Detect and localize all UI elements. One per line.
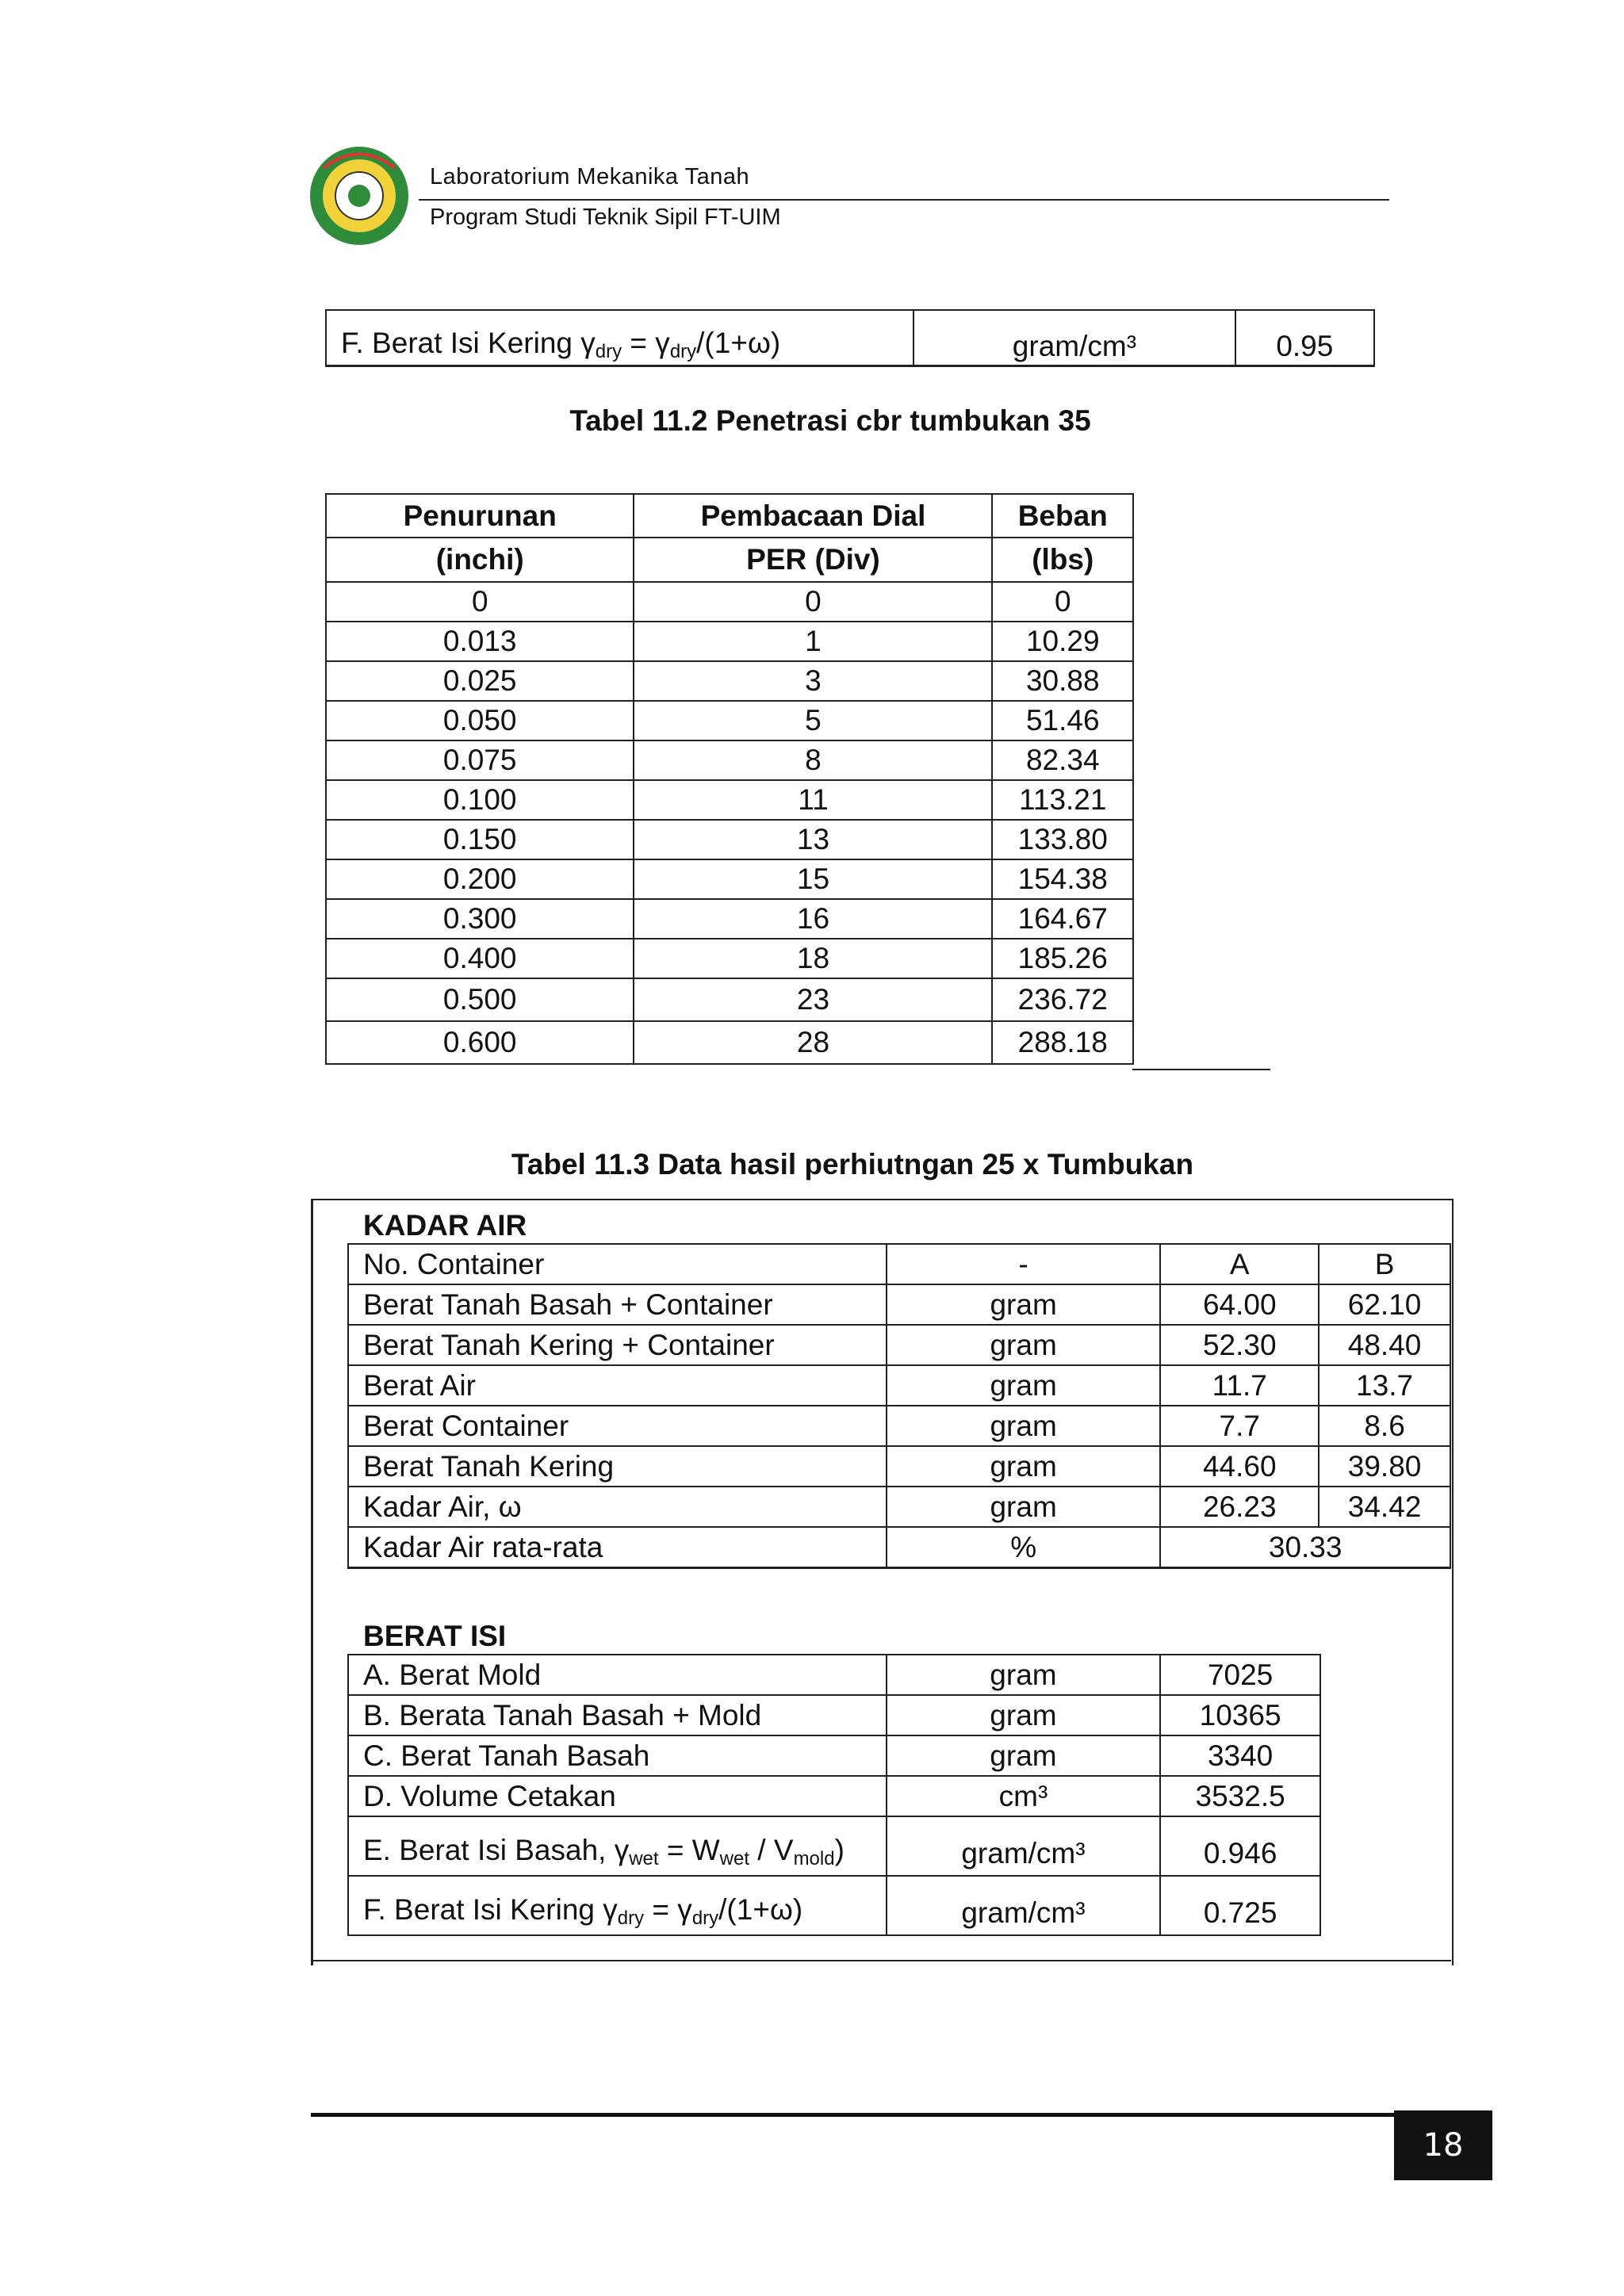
- table-cell: gram: [887, 1735, 1161, 1776]
- kadar-air-table: [347, 1243, 1451, 1569]
- col-header: Penurunan: [326, 494, 634, 538]
- table-cell: gram: [887, 1406, 1160, 1446]
- table-cell: 51.46: [992, 701, 1133, 740]
- table-row: [326, 978, 1133, 1021]
- table-cell: 44.60: [1160, 1446, 1319, 1487]
- table-row: [326, 859, 1133, 899]
- table-cell: cm³: [887, 1776, 1161, 1816]
- table-cell: 185.26: [992, 939, 1133, 978]
- table-row: [348, 1284, 1450, 1325]
- col-header: Beban: [992, 494, 1133, 538]
- table-cell: Berat Tanah Kering + Container: [348, 1325, 887, 1365]
- col-subheader: (inchi): [326, 538, 634, 582]
- table-cell: 0.050: [326, 701, 634, 740]
- table-cell: B: [1319, 1244, 1450, 1284]
- table-cell: B. Berata Tanah Basah + Mold: [348, 1695, 887, 1735]
- table-cell: Kadar Air rata-rata: [348, 1527, 887, 1568]
- underline-stub: [1132, 1069, 1270, 1070]
- formula-label: F. Berat Isi Kering $\gamma_{dry} = \gamma_{dry}/(1+\omega)$: [348, 1876, 887, 1935]
- table-cell: gram: [887, 1487, 1160, 1527]
- footer-divider: [311, 2113, 1396, 2117]
- table-cell: 10.29: [992, 622, 1133, 661]
- kadar-air-title: KADAR AIR: [363, 1209, 527, 1242]
- table-cell: 13: [634, 820, 992, 859]
- table-cell: 154.38: [992, 859, 1133, 899]
- table-cell: 7025: [1160, 1655, 1320, 1695]
- table-row: [348, 1655, 1320, 1695]
- table-cell: Berat Air: [348, 1365, 887, 1406]
- table-cell: 64.00: [1160, 1284, 1319, 1325]
- table-row-average: [348, 1527, 1450, 1568]
- table-cell: 28: [634, 1021, 992, 1064]
- table-11-2-caption: Tabel 11.2 Penetrasi cbr tumbukan 35: [569, 404, 1091, 437]
- table-cell: 0.400: [326, 939, 634, 978]
- table-cell: 0.500: [326, 978, 634, 1021]
- table-cell: 10365: [1160, 1695, 1320, 1735]
- table-cell: 11: [634, 780, 992, 820]
- table-row: [326, 820, 1133, 859]
- table-row: [326, 582, 1133, 622]
- table-cell: 0: [326, 582, 634, 622]
- table-cell: 13.7: [1319, 1365, 1450, 1406]
- table-row: [326, 939, 1133, 978]
- table-row: [326, 899, 1133, 939]
- table-cell: gram/cm³: [887, 1816, 1161, 1876]
- table-cell: %: [887, 1527, 1160, 1568]
- berat-isi-table: [347, 1654, 1321, 1936]
- table-cell: 8.6: [1319, 1406, 1450, 1446]
- table-cell: 0.075: [326, 740, 634, 780]
- table-cell: 52.30: [1160, 1325, 1319, 1365]
- table-cell: 11.7: [1160, 1365, 1319, 1406]
- table-cell: 30.33: [1160, 1527, 1450, 1568]
- table-cell: 39.80: [1319, 1446, 1450, 1487]
- frame-bottom-line: [311, 1960, 1451, 1961]
- table-cell: 62.10: [1319, 1284, 1450, 1325]
- table-cell: 15: [634, 859, 992, 899]
- table-cell: 113.21: [992, 780, 1133, 820]
- table-row: [348, 1325, 1450, 1365]
- table-cell: 288.18: [992, 1021, 1133, 1064]
- table-cell: gram: [887, 1695, 1161, 1735]
- table-row: [348, 1735, 1320, 1776]
- table-cell: 23: [634, 978, 992, 1021]
- table-cell: gram: [887, 1284, 1160, 1325]
- table-cell: 7.7: [1160, 1406, 1319, 1446]
- col-subheader: PER (Div): [634, 538, 992, 582]
- table-cell: 8: [634, 740, 992, 780]
- table-row: [326, 780, 1133, 820]
- table-row: [348, 1406, 1450, 1446]
- col-header: Pembacaan Dial: [634, 494, 992, 538]
- table-cell: 18: [634, 939, 992, 978]
- table-cell: 133.80: [992, 820, 1133, 859]
- table-cell: Berat Tanah Kering: [348, 1446, 887, 1487]
- table-cell: 34.42: [1319, 1487, 1450, 1527]
- col-subheader: (lbs): [992, 538, 1133, 582]
- university-logo: [308, 144, 411, 247]
- table-row: [348, 1446, 1450, 1487]
- table-row-formula: [348, 1876, 1320, 1935]
- table-row: [326, 1021, 1133, 1064]
- table-cell: 1: [634, 622, 992, 661]
- header-divider: [419, 199, 1389, 201]
- penetrasi-table: [325, 493, 1134, 1065]
- lab-name: Laboratorium Mekanika Tanah: [430, 164, 750, 189]
- program-name: Program Studi Teknik Sipil FT-UIM: [430, 205, 781, 230]
- table-cell: 0.150: [326, 820, 634, 859]
- table-cell: 3340: [1160, 1735, 1320, 1776]
- table-cell: 0: [634, 582, 992, 622]
- table-cell: 3: [634, 661, 992, 701]
- table-cell: Kadar Air, ω: [348, 1487, 887, 1527]
- table-cell: 0: [992, 582, 1133, 622]
- table-row: [326, 661, 1133, 701]
- table-cell: 26.23: [1160, 1487, 1319, 1527]
- row-label: F. Berat Isi Kering $\gamma_{dry} = \gamma_{dry}/(1+\omega)$: [326, 310, 914, 366]
- table-cell: gram: [887, 1325, 1160, 1365]
- table-cell: D. Volume Cetakan: [348, 1776, 887, 1816]
- table-row: [326, 622, 1133, 661]
- table-cell: 0.200: [326, 859, 634, 899]
- table-cell: 0.100: [326, 780, 634, 820]
- table-cell: 82.34: [992, 740, 1133, 780]
- table-cell: 48.40: [1319, 1325, 1450, 1365]
- table-row: [348, 1487, 1450, 1527]
- table-cell: 0.600: [326, 1021, 634, 1064]
- table-cell: Berat Container: [348, 1406, 887, 1446]
- table-cell: 0.946: [1160, 1816, 1320, 1876]
- table-row: [326, 701, 1133, 740]
- table-cell: 0.013: [326, 622, 634, 661]
- table-cell: A. Berat Mold: [348, 1655, 887, 1695]
- berat-isi-title: BERAT ISI: [363, 1620, 507, 1652]
- table-cell: -: [887, 1244, 1160, 1284]
- row-unit: gram/cm³: [914, 310, 1235, 366]
- table-cell: gram: [887, 1655, 1161, 1695]
- table-row-formula: [348, 1816, 1320, 1876]
- table-cell: 5: [634, 701, 992, 740]
- table-cell: 3532.5: [1160, 1776, 1320, 1816]
- table-row: [348, 1695, 1320, 1735]
- table-cell: Berat Tanah Basah + Container: [348, 1284, 887, 1325]
- page-number: 18: [1394, 2110, 1492, 2180]
- table-cell: 236.72: [992, 978, 1133, 1021]
- table-cell: 0.025: [326, 661, 634, 701]
- table-cell: gram: [887, 1446, 1160, 1487]
- berat-isi-kering-row: [325, 309, 1375, 367]
- table-cell: C. Berat Tanah Basah: [348, 1735, 887, 1776]
- table-row: [326, 740, 1133, 780]
- table-cell: gram: [887, 1365, 1160, 1406]
- table-cell: 0.725: [1160, 1876, 1320, 1935]
- row-value: 0.95: [1235, 310, 1374, 366]
- table-cell: 164.67: [992, 899, 1133, 939]
- table-row: [348, 1365, 1450, 1406]
- table-cell: gram/cm³: [887, 1876, 1161, 1935]
- table-cell: 16: [634, 899, 992, 939]
- table-cell: 0.300: [326, 899, 634, 939]
- table-row: [348, 1244, 1450, 1284]
- formula-label: E. Berat Isi Basah, $\gamma_{wet} = W_{wet} / V_{mold}$): [348, 1816, 887, 1876]
- table-11-3-caption: Tabel 11.3 Data hasil perhiutngan 25 x Tumbukan: [511, 1148, 1194, 1181]
- table-cell: A: [1160, 1244, 1319, 1284]
- table-row: [348, 1776, 1320, 1816]
- table-cell: 30.88: [992, 661, 1133, 701]
- table-cell: No. Container: [348, 1244, 887, 1284]
